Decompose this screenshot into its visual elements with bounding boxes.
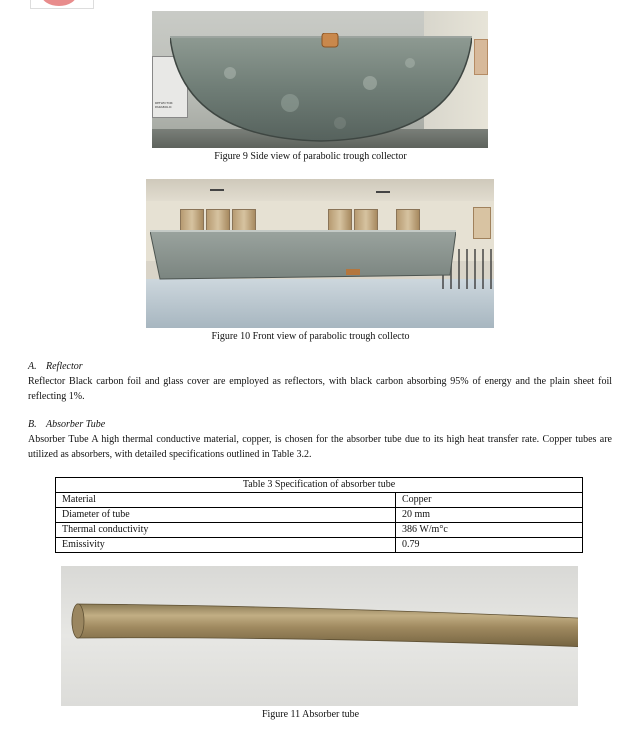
table-row [56,538,583,553]
table-cell-value: 20 mm [396,508,583,523]
table-cell-value: 0.79 [396,538,583,553]
section-a-number: A. [28,361,37,372]
section-b-number: B. [28,419,37,430]
journal-logo-icon [30,0,94,9]
table-cell-label: Emissivity [56,538,396,553]
figure-11-caption: Figure 11 Absorber tube [261,709,360,720]
table-title: Table 3 Specification of absorber tube [56,478,583,493]
section-b-paragraph: Absorber Tube A high thermal conductive material, copper, is chosen for the absorber tube due to its high heat transfer rate. Copper tubes are utilized as absorbers, with detailed specifications outlined in Table 3.2. [28,434,612,460]
table-cell-label: Material [56,493,396,508]
parabolic-trough-front [150,229,456,285]
panel-label: REFLECTOR PARABOLIC [155,101,173,109]
section-a-heading [28,361,83,372]
table-row [56,508,583,523]
table-cell-label: Thermal conductivity [56,523,396,538]
table-row [56,523,583,538]
section-b-heading [28,419,105,430]
figure-9-caption: Figure 9 Side view of parabolic trough collector [214,151,407,162]
table-cell-label: Diameter of tube [56,508,396,523]
table-title-row [56,478,583,493]
absorber-spec-table [55,477,583,553]
figure-10-photo [146,179,494,328]
section-a-paragraph: Reflector Black carbon foil and glass cover are employed as reflectors, with black carbon absorbing 95% of energy and the plain sheet foil reflecting 1%. [28,376,612,402]
table-cell-value: 386 W/m°c [396,523,583,538]
figure-11-photo [61,566,578,706]
figure-10-caption: Figure 10 Front view of parabolic trough collecto [211,331,410,342]
parabolic-trough-side [170,33,472,143]
logo-arc [41,0,77,6]
section-a-title: Reflector [46,361,83,372]
copper-tube [67,586,578,686]
section-b-title: Absorber Tube [46,419,106,430]
table-cell-value: Copper [396,493,583,508]
figure-9-photo [152,11,488,148]
table-row [56,493,583,508]
